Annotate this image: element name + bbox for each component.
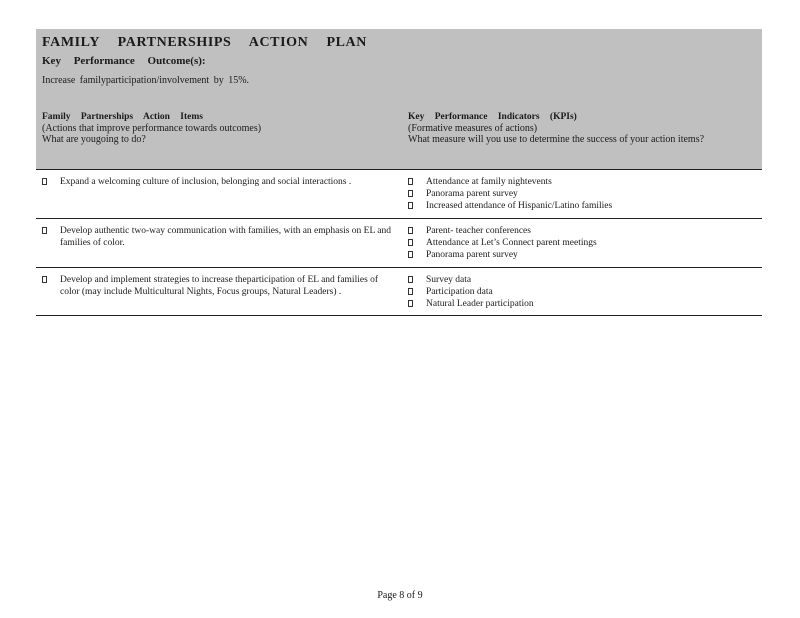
action-plan-table bbox=[36, 29, 762, 316]
checkbox-bullet-icon bbox=[408, 300, 413, 307]
action-item bbox=[42, 274, 394, 298]
checkbox-bullet-icon bbox=[408, 276, 413, 283]
kpi-cell bbox=[408, 176, 758, 212]
kpi-item bbox=[408, 176, 758, 188]
action-cell bbox=[42, 225, 394, 249]
kpi-item bbox=[408, 237, 758, 249]
kpi-item bbox=[408, 286, 758, 298]
table-row bbox=[36, 170, 762, 219]
checkbox-bullet-icon bbox=[408, 251, 413, 258]
checkbox-bullet-icon bbox=[408, 239, 413, 246]
checkbox-bullet-icon bbox=[408, 178, 413, 185]
kpi-item bbox=[408, 274, 758, 286]
checkbox-bullet-icon bbox=[408, 202, 413, 209]
left-header-line2: (Actions that improve performance towards outcomes) bbox=[42, 123, 262, 134]
right-column-header bbox=[408, 112, 762, 145]
kpi-text: Panorama parent survey bbox=[426, 189, 518, 199]
kpi-text: Survey data bbox=[426, 275, 472, 285]
kpi-text: Parent- teacher conferences bbox=[426, 226, 531, 236]
outcome-text: Increase familyparticipation/involvement by 15%. bbox=[42, 75, 250, 86]
kpi-item bbox=[408, 298, 758, 310]
table-row bbox=[36, 268, 762, 316]
table-row bbox=[36, 219, 762, 268]
right-header-title: Key Performance Indicators (KPIs) bbox=[408, 112, 577, 122]
table-header bbox=[36, 29, 762, 170]
right-header-line3: What measure will you use to determine the success of your action items? bbox=[408, 134, 705, 145]
action-text: Develop and implement strategies to increase theparticipation of EL and families of color (may include Multicultural Nights, Focus groups, Natural Leaders) . bbox=[60, 275, 379, 297]
checkbox-bullet-icon bbox=[42, 276, 47, 283]
page-number: Page 8 of 9 bbox=[377, 590, 423, 601]
left-header-line3: What are yougoing to do? bbox=[42, 134, 146, 145]
kpi-item bbox=[408, 225, 758, 237]
left-header-title: Family Partnerships Action Items bbox=[42, 112, 203, 122]
kpi-cell bbox=[408, 274, 758, 310]
kpi-text: Attendance at Let’s Connect parent meetings bbox=[426, 238, 597, 248]
action-text: Develop authentic two-way communication with families, with an emphasis on EL and families of color. bbox=[60, 226, 392, 248]
kpi-text: Attendance at family nightevents bbox=[426, 177, 552, 187]
action-item bbox=[42, 176, 394, 188]
kpi-item bbox=[408, 249, 758, 261]
kpi-text: Natural Leader participation bbox=[426, 299, 534, 309]
right-header-line2: (Formative measures of actions) bbox=[408, 123, 538, 134]
checkbox-bullet-icon bbox=[42, 178, 47, 185]
left-column-header bbox=[42, 112, 402, 145]
kpi-cell bbox=[408, 225, 758, 261]
action-text: Expand a welcoming culture of inclusion, belonging and social interactions . bbox=[60, 177, 352, 187]
kpi-item bbox=[408, 188, 758, 200]
checkbox-bullet-icon bbox=[408, 227, 413, 234]
action-item bbox=[42, 225, 394, 249]
kpi-text: Increased attendance of Hispanic/Latino families bbox=[426, 201, 613, 211]
action-cell bbox=[42, 176, 394, 188]
action-cell bbox=[42, 274, 394, 298]
kpi-item bbox=[408, 200, 758, 212]
page-title: FAMILY PARTNERSHIPS ACTION PLAN bbox=[42, 35, 367, 50]
checkbox-bullet-icon bbox=[42, 227, 47, 234]
checkbox-bullet-icon bbox=[408, 288, 413, 295]
checkbox-bullet-icon bbox=[408, 190, 413, 197]
kpi-text: Participation data bbox=[426, 287, 493, 297]
kpi-text: Panorama parent survey bbox=[426, 250, 518, 260]
kpo-label: Key Performance Outcome(s): bbox=[42, 55, 206, 67]
